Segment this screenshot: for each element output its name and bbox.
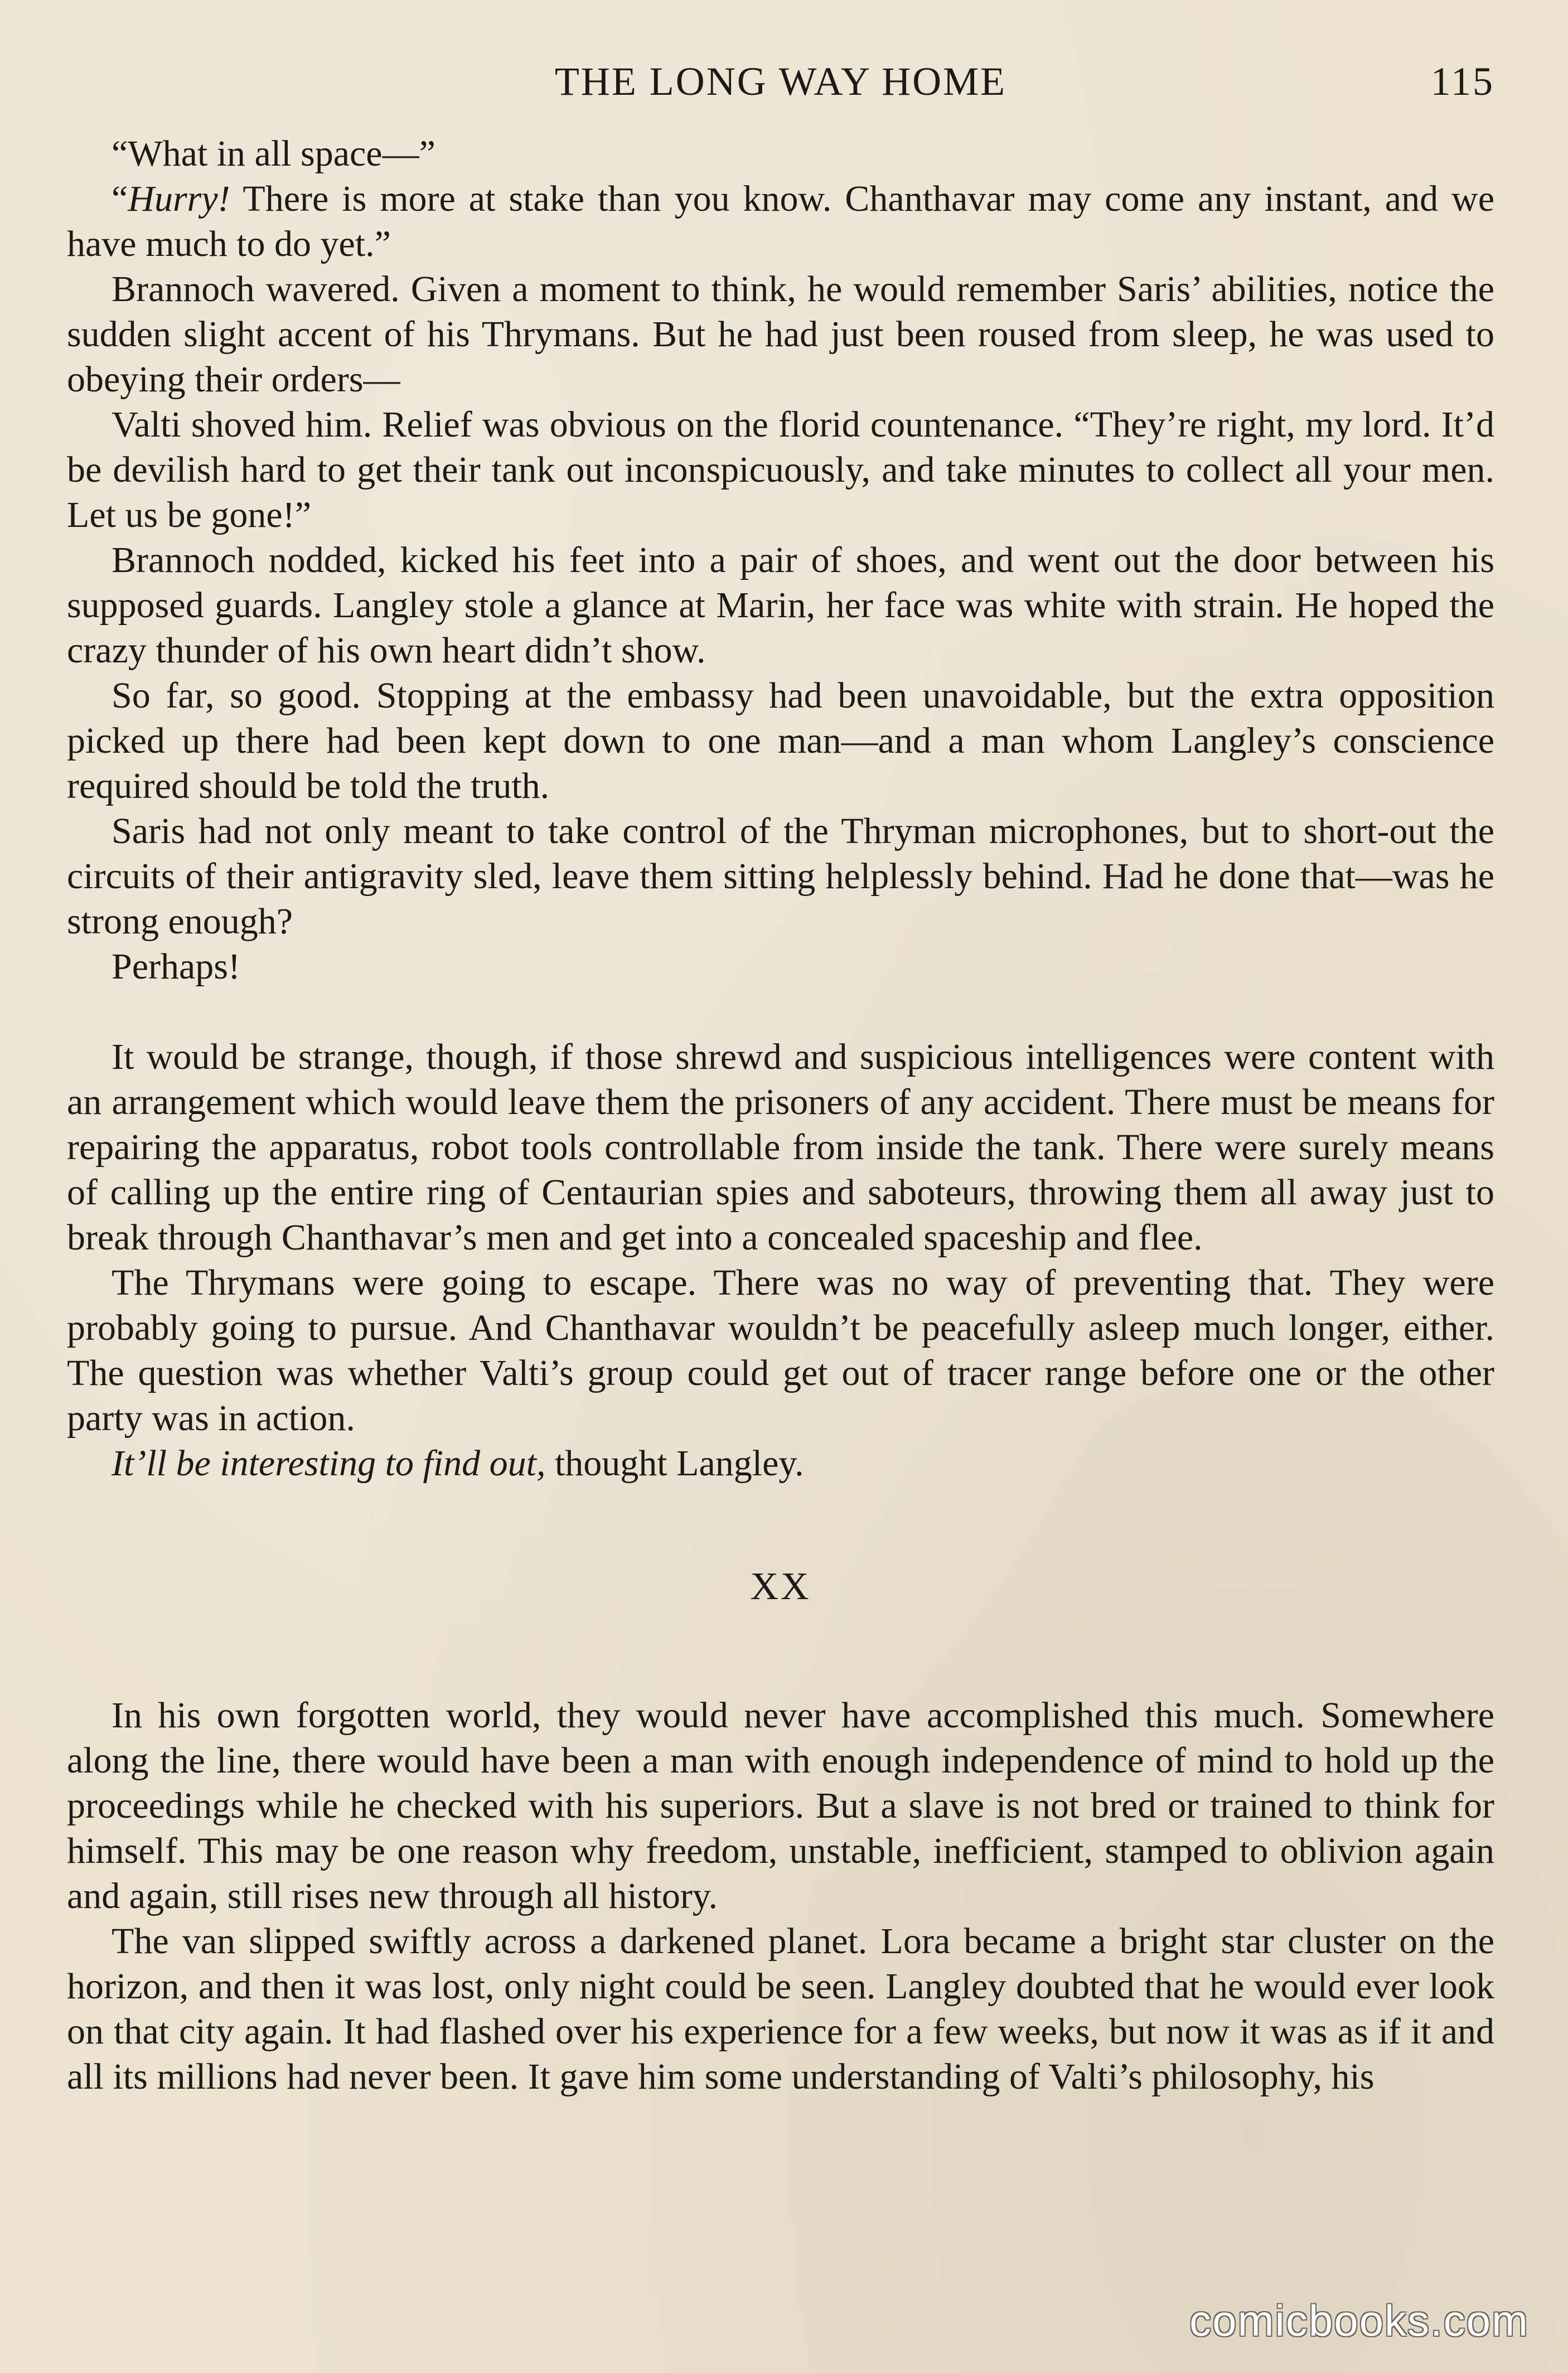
paragraph: Brannoch wavered. Given a moment to think, he would remember Saris’ abilities, notice the sudden slight accent of his Thrymans. But he had just been roused from sleep, he was used to obeying their orders— [67,269,1494,400]
body-text [67,131,1494,2099]
paragraph: In his own forgotten world, they would never have accomplished this much. Somewhere along the line, there would have been a man with enough independence of mind to hold up the proceedings while he checked with his superiors. But a slave is not bred or trained to think for himself. This may be one reason why freedom, unstable, inefficient, stamped to oblivion again and again, still rises new through all history. [67,1695,1494,1916]
chapter-heading: XX [750,1565,811,1608]
paragraph: It would be strange, though, if those shrewd and suspicious intelligences were content with an arrangement which would leave them the prisoners of any accident. There must be means for repairing the apparatus, robot tools controllable from inside the tank. There were surely means of calling up the entire ring of Centaurian spies and saboteurs, throwing them all away just to break through Chanthavar’s men and get into a concealed spaceship and flee. [67,1037,1494,1258]
section-break [67,989,1494,1034]
paragraph: Perhaps! [112,946,240,987]
paragraph: “Hurry! There is more at stake than you know. Chanthavar may come any instant, and we have much to do yet.” [67,178,1494,264]
paragraph: Valti shoved him. Relief was obvious on the florid countenance. “They’re right, my lord. It’d be devilish hard to get their tank out inconspicuously, and take minutes to collect all your men. Let us be gone!” [67,404,1494,535]
running-head [67,59,1494,109]
paragraph: Brannoch nodded, kicked his feet into a pair of shoes, and went out the door between his supposed guards. Langley stole a glance at Marin, her face was white with strain. He hoped the crazy thunder of his own heart didn’t show. [67,540,1494,671]
italic-text: It’ll be interesting to find out, [112,1443,546,1484]
running-title: THE LONG WAY HOME [554,59,1007,104]
paragraph [67,1441,1494,1486]
paragraph: The Thrymans were going to escape. There was no way of preventing that. They were probably going to pursue. And Chanthavar wouldn’t be peacefully asleep much longer, either. The question was whether Valti’s group could get out of tracer range before one or the other party was in action. [67,1262,1494,1439]
page-number: 115 [1430,59,1494,104]
paragraph: So far, so good. Stopping at the embassy had been unavoidable, but the extra opposition picked up there had been kept down to one man—and a man whom Langley’s conscience required should be told the truth. [67,675,1494,806]
paragraph: The van slipped swiftly across a darkened planet. Lora became a bright star cluster on the horizon, and then it was lost, only night could be seen. Langley doubted that he would ever look on that city again. It had flashed over his experience for a few weeks, but now it was as if it and all its millions had never been. It gave him some understanding of Valti’s philosophy, his [67,1921,1494,2097]
paragraph-text: thought Langley. [545,1443,804,1484]
paragraph: Saris had not only meant to take control of the Thryman microphones, but to short-out the circuits of their antigravity sled, leave them sitting helplessly behind. Had he done that—was he strong enough? [67,811,1494,942]
paragraph-text: There is more at stake than you know. Chanthavar may come any instant, and we have much to do yet.” [67,178,1494,264]
watermark: comicbooks.com [1189,2296,1529,2345]
italic-text: Hurry! [128,178,230,219]
paragraph: “What in all space—” [112,133,435,174]
